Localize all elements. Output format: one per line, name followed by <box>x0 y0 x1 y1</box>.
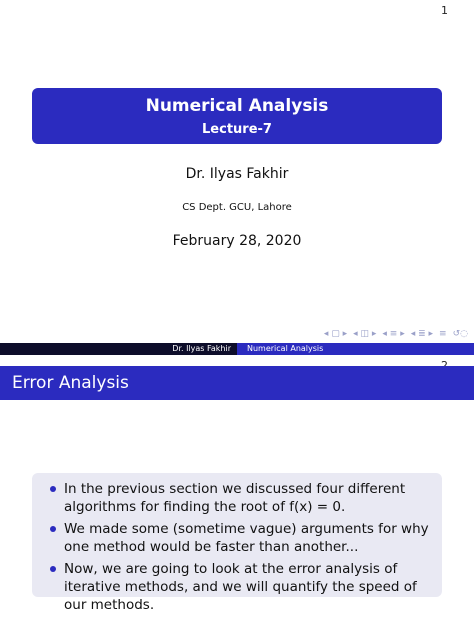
footer-bar <box>0 343 474 355</box>
page-number: 1 <box>441 4 448 17</box>
bullet-icon <box>50 486 56 492</box>
nav-frame-icon[interactable]: ◂ ≣ ▸ <box>410 329 434 339</box>
bullet-text: Now, we are going to look at the error analysis of iterative methods, and we will quantify the speed of our methods. <box>64 561 417 613</box>
nav-subsection-icon[interactable]: ◂ ≡ ▸ <box>382 329 405 339</box>
slide-heading: Error Analysis <box>0 366 474 400</box>
bullet-icon <box>50 566 56 572</box>
title-box <box>32 88 442 144</box>
nav-left-icon[interactable]: ◂ ▢ ▸ <box>323 329 348 339</box>
nav-section-icon[interactable]: ◂ ◫ ▸ <box>353 329 377 339</box>
list-item <box>50 480 432 516</box>
department: CS Dept. GCU, Lahore <box>182 202 292 213</box>
list-item <box>50 520 432 556</box>
nav-search-icon[interactable]: ↺◌ <box>452 329 468 339</box>
list-item <box>50 560 432 614</box>
presentation-subtitle: Lecture-7 <box>202 122 272 137</box>
presentation-date: February 28, 2020 <box>172 233 302 249</box>
content-block <box>32 473 442 613</box>
footer-title: Numerical Analysis <box>237 343 474 355</box>
bullet-text: We made some (sometime vague) arguments for why one method would be faster than another... <box>64 521 429 555</box>
content-slide <box>0 355 474 632</box>
footer-author: Dr. Ilyas Fakhir <box>0 343 237 355</box>
bullet-list <box>50 480 432 614</box>
bullet-text: In the previous section we discussed four different algorithms for finding the root of f(x) = 0. <box>64 481 406 515</box>
presentation-title: Numerical Analysis <box>145 96 329 116</box>
beamer-navigation <box>324 329 468 339</box>
nav-align-icon[interactable]: ≡ <box>439 329 447 339</box>
bullet-icon <box>50 526 56 532</box>
author-name: Dr. Ilyas Fakhir <box>185 166 289 182</box>
